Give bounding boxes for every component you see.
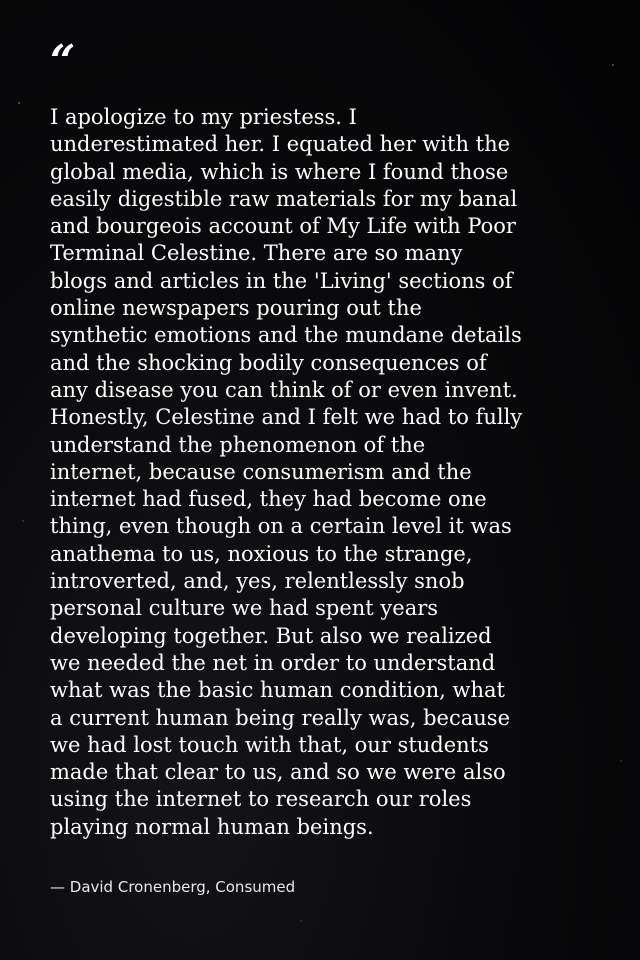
star-decoration — [22, 520, 24, 522]
star-decoration — [300, 920, 302, 922]
star-decoration — [18, 102, 20, 104]
star-decoration — [620, 760, 622, 762]
star-decoration — [612, 64, 614, 66]
quote-text: I apologize to my priestess. I underestimated her. I equated her with the global media, which is where I found those easily digestible raw materials for my banal and bourgeois account of My Life with Poor Terminal Celestine. There are so many blogs and articles in the 'Living' sections of online newspapers pouring out the synthetic emotions and the mundane details and the shocking bodily consequences of any disease you can think of or even invent. Honestly, Celestine and I felt we had to fully understand the phenomenon of the internet, because consumerism and the internet had fused, they had become one thing, even though on a certain level it was anathema to us, noxious to the strange, introverted, and, yes, relentlessly snob personal culture we had spent years developing together. But also we realized we needed the net in order to understand what was the basic human condition, what a current human being really was, because we had lost touch with that, our students made that clear to us, and so we were also using the internet to research our roles playing normal human beings. — [50, 105, 523, 839]
quote-mark-icon: “ — [50, 36, 76, 87]
quote-attribution: — David Cronenberg, Consumed — [50, 878, 296, 896]
